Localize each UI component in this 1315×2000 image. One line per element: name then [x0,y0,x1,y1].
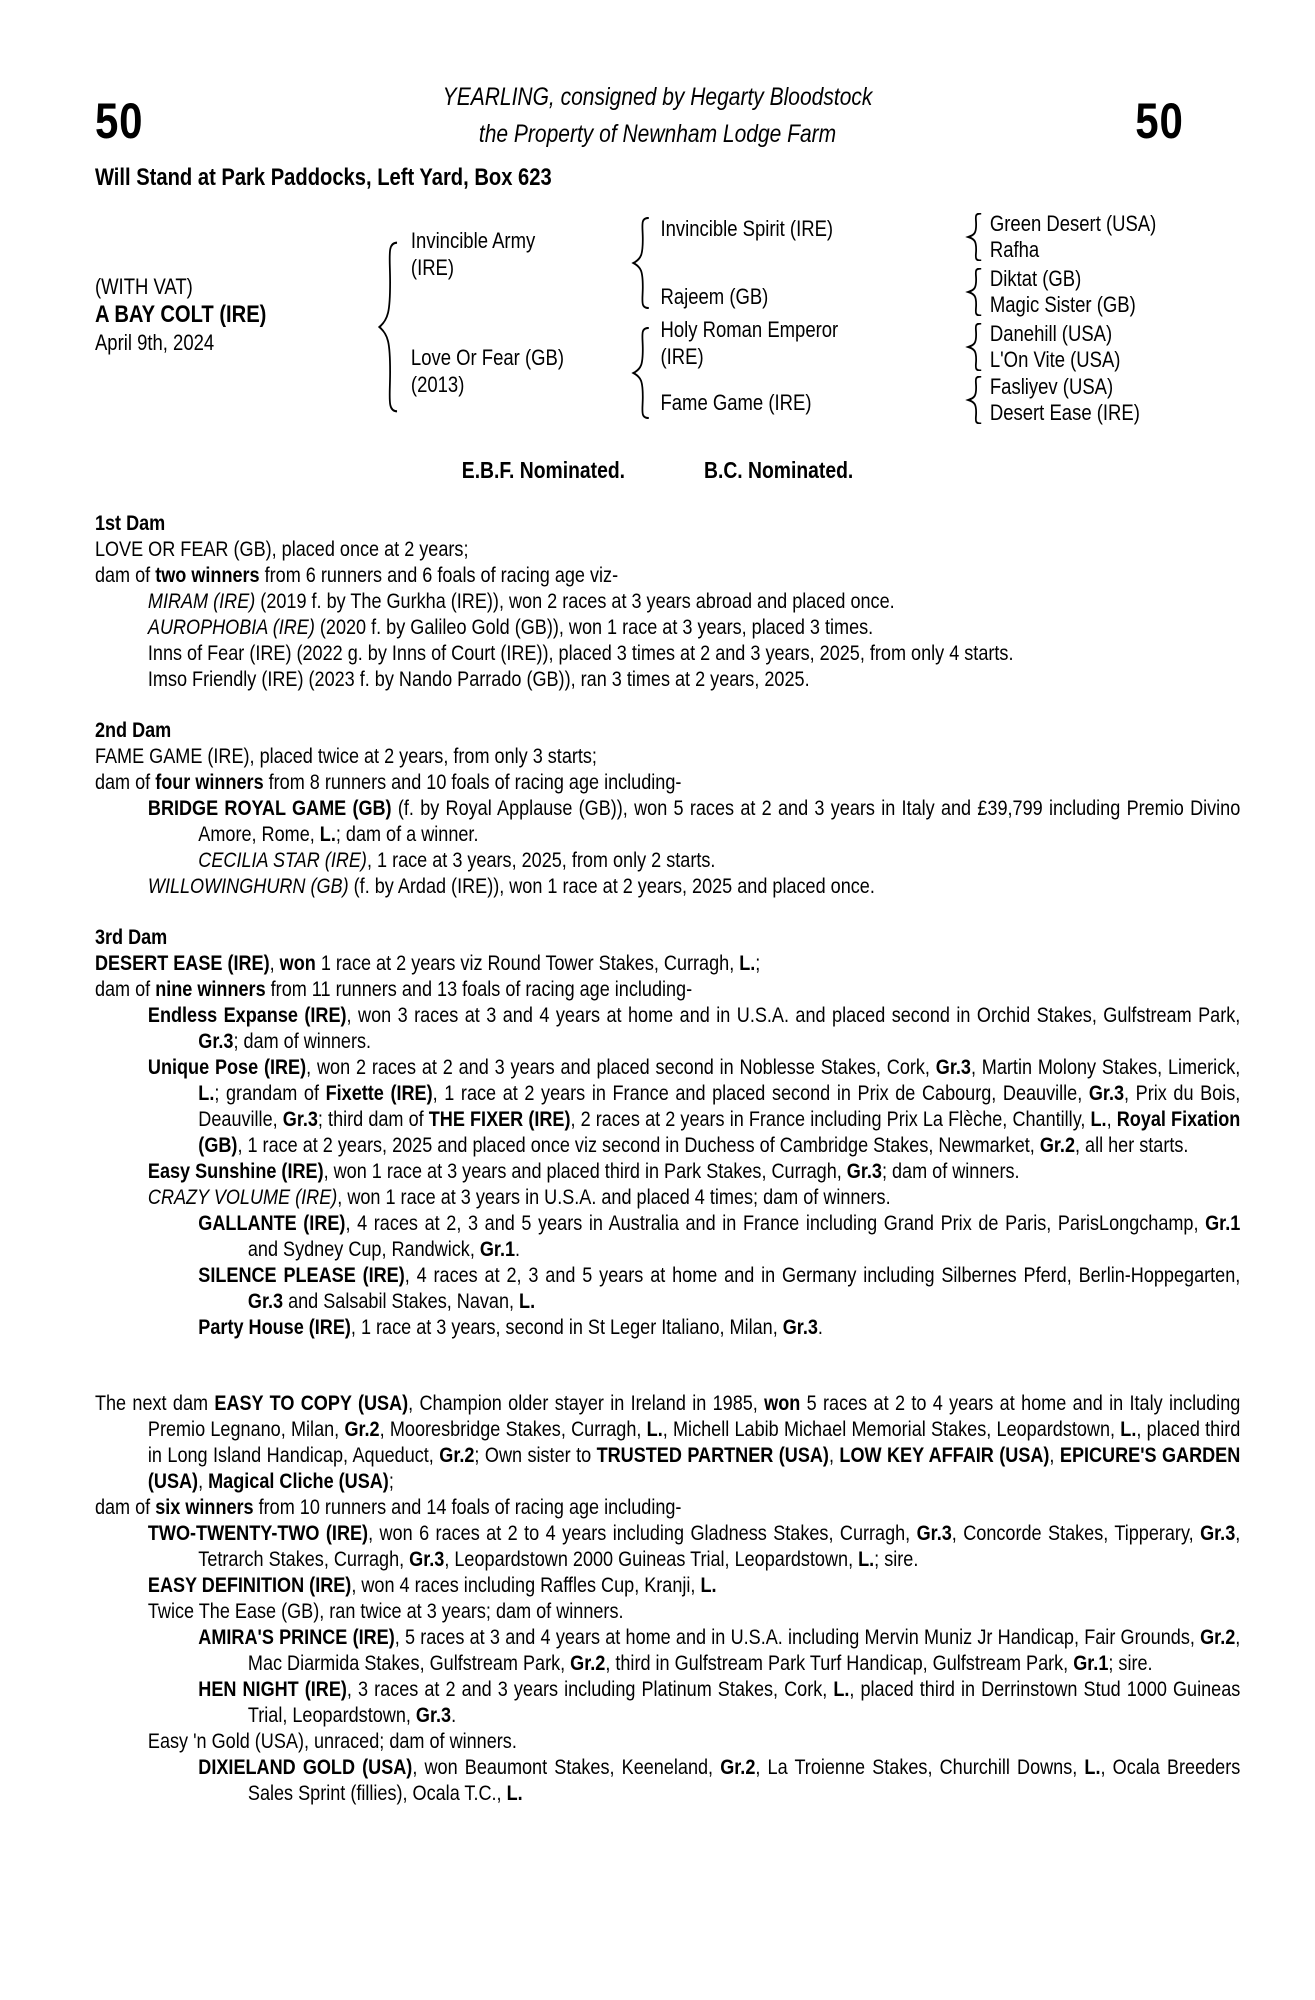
catalog-paragraph [95,976,1240,1002]
text-run: HEN NIGHT (IRE) [198,1677,347,1701]
text-run: won [764,1391,801,1415]
text-run: AUROPHOBIA (IRE) [147,615,315,639]
text-run: L. [319,822,336,846]
section-further-dams [95,1390,1240,1806]
text-run: WILLOWINGHURN (GB) [147,874,349,898]
text-run: , Michell Labib Michael Memorial Stakes, Leopardstown, [662,1417,1121,1441]
text-run: Royal Fixation (GB) [198,1107,1241,1157]
text-run: ; grandam of [214,1081,326,1105]
pedigree-text-sections [95,510,1240,1806]
nominations [0,457,1315,484]
text-run: . [817,1315,823,1339]
text-run: Gr.1 [479,1237,516,1261]
text-run: L. [739,951,756,975]
text-run: , 1 race at 3 years, 2025, from only 2 starts. [366,848,716,872]
catalog-paragraph [95,1314,1240,1340]
vat-note: (WITH VAT) [94,274,193,299]
text-run: , won 1 race at 3 years in U.S.A. and placed 4 times; dam of winners. [337,1185,891,1209]
catalog-paragraph [95,1728,1240,1754]
text-run: ; dam of winners. [881,1159,1020,1183]
text-run: Gr.3 [247,1289,284,1313]
text-run: Gr.3 [916,1521,952,1545]
dam-dam: Fame Game (IRE) [660,390,812,415]
dam-name [411,344,564,398]
dam-name-line2: (2013) [410,372,465,397]
text-run: TWO-TWENTY-TWO (IRE) [147,1521,369,1545]
pedigree-table [95,211,1240,429]
gen4-name: Danehill (USA) [989,321,1113,346]
catalog-paragraph [95,1262,1240,1314]
pedigree-brace-dam [630,327,652,419]
text-run: , Prix du Bois, Deauville, [198,1081,1241,1131]
sire-name-line1: Invincible Army [410,228,536,253]
text-run: EPICURE'S GARDEN (USA) [147,1443,1241,1493]
text-run: Gr.3 [415,1703,452,1727]
text-run: , third in Gulfstream Park Turf Handicap, Gulfstream Park, [605,1651,1074,1675]
text-run: Gr.3 [935,1055,971,1079]
text-run: Gr.1 [1073,1651,1109,1675]
text-run: L. [1084,1755,1101,1779]
catalog-paragraph [95,1598,1240,1624]
text-run: L. [858,1547,875,1571]
text-run: two winners [155,563,260,587]
text-run: dam of [94,563,156,587]
gen4-pair-4 [990,374,1140,426]
sire-dam: Rajeem (GB) [660,284,769,309]
text-run: Gr.3 [198,1029,234,1053]
text-run: L. [506,1781,523,1805]
text-run: Gr.2 [1200,1625,1236,1649]
catalog-paragraph [95,640,1240,666]
text-run: THE FIXER (IRE) [428,1107,571,1131]
text-run: , 1 race at 2 years, 2025 and placed once viz second in Duchess of Cambridge Stakes, Newmarket, [237,1133,1040,1157]
pedigree-brace-gen4-3 [966,323,984,371]
property-line: the Property of Newnham Lodge Farm [478,120,837,148]
pedigree-brace-gen4-1 [966,213,984,261]
text-run: , 3 races at 2 and 3 years including Platinum Stakes, Cork, [346,1677,834,1701]
catalog-paragraph [95,1184,1240,1210]
dam-sire-line1: Holy Roman Emperor [660,317,839,342]
text-run: dam of [94,1495,156,1519]
text-run: L. [198,1081,215,1105]
text-run: , Mooresbridge Stakes, Curragh, [379,1417,647,1441]
catalog-paragraph [95,795,1240,847]
text-run: Gr.3 [782,1315,818,1339]
text-run: ; [755,951,761,975]
section-heading: 2nd Dam [94,718,172,742]
text-run: L. [519,1289,536,1313]
text-run: nine winners [155,977,266,1001]
text-run: LOW KEY AFFAIR (USA) [839,1443,1050,1467]
text-run: EASY TO COPY (USA) [214,1391,409,1415]
catalog-paragraph [95,1754,1240,1806]
text-run: ; sire. [874,1547,919,1571]
text-run: BRIDGE ROYAL GAME (GB) [147,796,392,820]
gen4-name: Magic Sister (GB) [989,292,1136,317]
text-run: Party House (IRE) [198,1315,351,1339]
text-run: LOVE OR FEAR (GB), placed once at 2 years; [94,537,469,561]
dam-sire [660,316,838,370]
text-run: , La Troienne Stakes, Churchill Downs, [755,1755,1085,1779]
text-run: from 11 runners and 13 foals of racing age including- [265,977,693,1001]
text-run: won [279,951,316,975]
pedigree-brace-gen4-2 [966,268,984,316]
text-run: Endless Expanse (IRE) [147,1003,347,1027]
text-run: , won 4 races including Raffles Cup, Kranji, [351,1573,701,1597]
text-run: , won 6 races at 2 to 4 years including Gladness Stakes, Curragh, [368,1521,917,1545]
text-run: Imso Friendly (IRE) (2023 f. by Nando Parrado (GB)), ran 3 times at 2 years, 2025. [147,667,810,691]
text-run: ; sire. [1108,1651,1153,1675]
text-run: , Champion older stayer in Ireland in 1985, [408,1391,765,1415]
text-run: CECILIA STAR (IRE) [198,848,367,872]
catalog-paragraph [95,743,1240,769]
text-run: Inns of Fear (IRE) (2022 g. by Inns of Court (IRE)), placed 3 times at 2 and 3 years, 2025, from only 4 starts. [147,641,1014,665]
catalog-paragraph [95,1054,1240,1158]
text-run: CRAZY VOLUME (IRE) [147,1185,338,1209]
catalog-paragraph [95,873,1240,899]
ebf-nomination: E.B.F. Nominated. [461,457,626,483]
text-run: , [1049,1443,1060,1467]
catalog-paragraph [95,1390,1240,1494]
consignor-line: YEARLING, consigned by Hegarty Bloodstock [442,83,873,111]
text-run: Easy Sunshine (IRE) [147,1159,324,1183]
text-run: (2019 f. by The Gurkha (IRE)), won 2 races at 3 years abroad and placed once. [255,589,895,613]
text-run: , 2 races at 2 years in France including Prix La Flèche, Chantilly, [570,1107,1091,1131]
text-run: , Leopardstown 2000 Guineas Trial, Leopardstown, [444,1547,859,1571]
catalog-paragraph [95,847,1240,873]
gen4-name: Rafha [989,237,1040,262]
text-run: , 4 races at 2, 3 and 5 years at home and in Germany including Silbernes Pferd, Berlin-Hoppegarten, [404,1263,1241,1287]
sire-sire: Invincible Spirit (IRE) [660,216,834,241]
text-run: ; Own sister to [474,1443,597,1467]
gen4-name: Diktat (GB) [989,266,1082,291]
sire-name [411,227,535,281]
text-run: Gr.3 [282,1107,318,1131]
text-run: , [198,1469,209,1493]
catalog-paragraph [95,588,1240,614]
text-run: , won 2 races at 2 and 3 years and placed second in Noblesse Stakes, Cork, [306,1055,936,1079]
text-run: Magical Cliche (USA) [208,1469,389,1493]
catalog-paragraph [95,1494,1240,1520]
catalog-paragraph [95,1676,1240,1728]
text-run: , all her starts. [1074,1133,1189,1157]
catalog-paragraph [95,1520,1240,1572]
catalog-paragraph [95,562,1240,588]
text-run: EASY DEFINITION (IRE) [147,1573,352,1597]
text-run: , won Beaumont Stakes, Keeneland, [412,1755,721,1779]
gen4-name: Green Desert (USA) [989,211,1157,236]
lot-number-left: 50 [94,93,144,149]
text-run: , Concorde Stakes, Tipperary, [951,1521,1201,1545]
text-run: (f. by Royal Applause (GB)), won 5 races at 2 and 3 years in Italy and £39,799 including Premio Divino Amore, Rome, [198,796,1241,846]
text-run: and Sydney Cup, Randwick, [247,1237,480,1261]
text-run: 5 races at 2 to 4 years at home and in Italy including Premio Legnano, Milan, [147,1391,1241,1441]
stand-location: Will Stand at Park Paddocks, Left Yard, Box 623 [94,164,552,191]
text-run: four winners [155,770,264,794]
sire-name-line2: (IRE) [410,255,455,280]
page-header [0,0,1315,205]
colt-name: A BAY COLT (IRE) [94,301,267,328]
text-run: 1 race at 2 years viz Round Tower Stakes, Curragh, [315,951,740,975]
text-run: . [451,1703,457,1727]
text-run: , 1 race at 2 years in France and placed second in Prix de Cabourg, Deauville, [432,1081,1089,1105]
catalog-paragraph [95,614,1240,640]
section-first-dam [95,510,1240,692]
text-run: from 10 runners and 14 foals of racing age including- [253,1495,682,1519]
text-run: , 4 races at 2, 3 and 5 years in Australia and in France including Grand Prix de Paris, ParisLongchamp, [345,1211,1206,1235]
text-run: , 1 race at 3 years, second in St Leger Italiano, Milan, [350,1315,783,1339]
text-run: , [828,1443,840,1467]
section-heading: 3rd Dam [94,925,168,949]
pedigree-brace-gen4-4 [966,376,984,424]
pedigree-brace-sire [630,217,652,309]
text-run: The next dam [94,1391,215,1415]
text-run: , Mac Diarmida Stakes, Gulfstream Park, [247,1625,1241,1675]
text-run: , placed third in Long Island Handicap, Aqueduct, [147,1417,1241,1467]
text-run: ; dam of a winner. [335,822,479,846]
text-run: L. [833,1677,850,1701]
text-run: , 5 races at 3 and 4 years at home and in U.S.A. including Mervin Muniz Jr Handicap, Fair Grounds, [394,1625,1201,1649]
text-run: MIRAM (IRE) [147,589,256,613]
pedigree-brace-main [376,241,401,413]
catalog-paragraph [95,769,1240,795]
text-run: DIXIELAND GOLD (USA) [198,1755,413,1779]
catalog-paragraph [95,536,1240,562]
text-run: DESERT EASE (IRE) [94,951,270,975]
text-run: Twice The Ease (GB), ran twice at 3 years; dam of winners. [147,1599,624,1623]
text-run: Fixette (IRE) [325,1081,433,1105]
catalog-paragraph [95,666,1240,692]
text-run: and Salsabil Stakes, Navan, [283,1289,520,1313]
text-run: Gr.2 [1039,1133,1075,1157]
text-run: TRUSTED PARTNER (USA) [596,1443,829,1467]
catalog-paragraph [95,1572,1240,1598]
text-run: , placed third in Derrinstown Stud 1000 Guineas Trial, Leopardstown, [247,1677,1241,1727]
text-run: L. [1120,1417,1137,1441]
text-run: from 8 runners and 10 foals of racing age including- [263,770,682,794]
text-run: , [1106,1107,1117,1131]
text-run: FAME GAME (IRE), placed twice at 2 years, from only 3 starts; [94,744,597,768]
text-run: AMIRA'S PRINCE (IRE) [198,1625,395,1649]
text-run: Easy 'n Gold (USA), unraced; dam of winners. [147,1729,517,1753]
text-run: Gr.3 [1088,1081,1125,1105]
catalog-paragraph [95,1158,1240,1184]
text-run: dam of [94,770,156,794]
text-run: L. [700,1573,717,1597]
catalog-paragraph [95,950,1240,976]
text-run: , won 1 race at 3 years and placed third in Park Stakes, Curragh, [323,1159,847,1183]
text-run: ; [388,1469,394,1493]
gen4-name: L'On Vite (USA) [989,347,1121,372]
catalog-paragraph [95,1210,1240,1262]
text-run: ; third dam of [317,1107,429,1131]
text-run: L. [1090,1107,1107,1131]
lot-number-right: 50 [1135,93,1184,149]
catalog-paragraph [95,1002,1240,1054]
text-run: Gr.3 [409,1547,445,1571]
text-run: from 6 runners and 6 foals of racing age viz- [259,563,619,587]
text-run: Gr.2 [570,1651,606,1675]
gen4-name: Fasliyev (USA) [989,374,1114,399]
text-run: ; dam of winners. [233,1029,372,1053]
text-run: six winners [155,1495,254,1519]
colt-info [95,273,266,357]
dam-sire-line2: (IRE) [660,344,704,369]
text-run: GALLANTE (IRE) [198,1211,346,1235]
section-third-dam [95,924,1240,1340]
text-run: Gr.2 [439,1443,475,1467]
text-run: , [269,951,280,975]
gen4-name: Desert Ease (IRE) [989,400,1140,425]
text-run: . [515,1237,521,1261]
text-run: , won 3 races at 3 and 4 years at home and in U.S.A. and placed second in Orchid Stakes, Gulfstream Park, [346,1003,1241,1027]
foal-date: April 9th, 2024 [94,330,215,355]
text-run: , Martin Molony Stakes, Limerick, [970,1055,1241,1079]
gen4-pair-3 [990,321,1121,373]
dam-name-line1: Love Or Fear (GB) [410,345,564,370]
text-run: Gr.3 [846,1159,882,1183]
text-run: L. [646,1417,663,1441]
gen4-pair-2 [990,266,1136,318]
text-run: (2020 f. by Galileo Gold (GB)), won 1 race at 3 years, placed 3 times. [314,615,874,639]
catalog-paragraph [95,1624,1240,1676]
text-run: Gr.1 [1205,1211,1241,1235]
gen4-pair-1 [990,211,1156,263]
text-run: Gr.2 [720,1755,756,1779]
text-run: Gr.2 [344,1417,380,1441]
section-second-dam [95,717,1240,899]
text-run: (f. by Ardad (IRE)), won 1 race at 2 years, 2025 and placed once. [348,874,875,898]
text-run: Gr.3 [1200,1521,1236,1545]
text-run: , Ocala Breeders Sales Sprint (fillies), Ocala T.C., [247,1755,1241,1805]
text-run: , Tetrarch Stakes, Curragh, [198,1521,1241,1571]
text-run: Unique Pose (IRE) [147,1055,307,1079]
bc-nomination: B.C. Nominated. [704,457,854,483]
text-run: SILENCE PLEASE (IRE) [198,1263,405,1287]
text-run: dam of [94,977,156,1001]
section-heading: 1st Dam [94,511,166,535]
